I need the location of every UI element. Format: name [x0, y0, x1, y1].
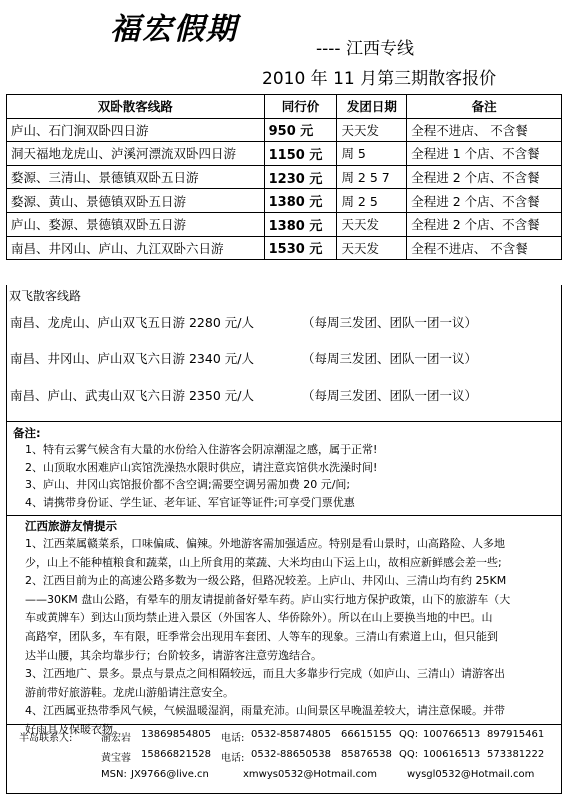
tip-line: 高路窄，团队多，车有限，旺季常会出现用车套团、人等车的现象。三清山有索道上山，但只能到 [25, 629, 498, 643]
col-header-price: 同行价 [264, 95, 337, 119]
flight-route-note: （每周三发团、团队一团一议） [302, 351, 478, 366]
price-cell: 1380 元 [264, 212, 337, 236]
route-cell: 南昌、井冈山、庐山、九江双卧六日游 [7, 236, 265, 260]
flight-route-note: （每周三发团、团队一团一议） [302, 315, 478, 330]
tip-line: 游前带好旅游鞋。龙虎山游船请注意安全。 [25, 685, 234, 699]
table-row [7, 165, 562, 189]
table-row [7, 118, 562, 142]
remark-line: 1、特有云雾气候含有大量的水份给入住游客会阴凉潮湿之感，属于正常! [25, 443, 378, 456]
contact-tel: 0532-88650538 [251, 749, 331, 760]
route-cell: 庐山、婺源、景德镇双卧五日游 [7, 212, 265, 236]
flight-section-title: 双飞散客线路 [9, 289, 82, 303]
tip-line: 少，山上不能种植粮食和蔬菜，山上所食用的菜蔬、大米均由山下运上山，故相应新鲜感会差一些; [25, 555, 502, 569]
table-row [7, 142, 562, 166]
issue-title: 2010 年 11 月第三期散客报价 [262, 69, 497, 89]
note-cell: 全程进 1 个店、不含餐 [407, 142, 562, 166]
table-header-row [7, 95, 562, 119]
table-row [7, 236, 562, 260]
flight-route-row [10, 313, 478, 331]
date-cell: 周 2 5 [337, 189, 407, 213]
contact-qq2: 897915461 [487, 729, 545, 740]
tip-line: 2、江西目前为止的高速公路多数为一级公路，但路况较差。上庐山、井冈山、三清山均有约 25KM [25, 574, 507, 588]
route-cell: 婺源、三清山、景德镇双卧五日游 [7, 165, 265, 189]
contact-tel2: 66615155 [341, 729, 392, 740]
note-cell: 全程不进店、 不含餐 [407, 236, 562, 260]
price-cell: 1380 元 [264, 189, 337, 213]
tip-line: 4、江西属亚热带季风气候，气候温暖湿润，雨量充沛。山间景区早晚温差较大，请注意保暖。并带 [25, 704, 505, 718]
contact-label: 半岛联系人: [19, 733, 73, 744]
page-header [0, 0, 567, 96]
price-cell: 1150 元 [264, 142, 337, 166]
msn-address-2: xmwys0532@Hotmail.com [243, 769, 377, 780]
line-subtitle: ---- 江西专线 [316, 39, 414, 59]
tip-line: ——30KM 盘山公路，有晕车的朋友请提前备好晕车药。庐山实行地方保护政策，山下的旅游车（大 [25, 592, 511, 606]
col-header-route: 双卧散客线路 [7, 95, 265, 119]
contact-qq: 100766513 [423, 729, 481, 740]
note-cell: 全程进 2 个店、不含餐 [407, 165, 562, 189]
note-cell: 全程进 2 个店、不含餐 [407, 212, 562, 236]
contact-section [6, 724, 562, 794]
flight-routes-section [6, 285, 562, 421]
msn-address-1: JX9766@live.cn [131, 769, 209, 780]
msn-label: MSN: [101, 769, 127, 780]
price-cell: 950 元 [264, 118, 337, 142]
flight-route-note: （每周三发团、团队一团一议） [302, 388, 478, 403]
contact-row [7, 749, 561, 765]
table-row [7, 212, 562, 236]
remark-line: 3、庐山、井冈山宾馆报价都不含空调;需要空调另需加费 20 元/间; [25, 478, 351, 491]
date-cell: 天天发 [337, 118, 407, 142]
tip-line: 3、江西地广、景多。景点与景点之间相隔较远，而且大多靠步行完成（如庐山、三清山）请游客出 [25, 667, 505, 681]
flight-route-text: 南昌、井冈山、庐山双飞六日游 2340 元/人 [10, 351, 254, 366]
tip-line: 好雨具及保暖衣物。 [25, 722, 124, 736]
remarks-title: 备注: [13, 426, 41, 440]
route-cell: 庐山、石门涧双卧四日游 [7, 118, 265, 142]
contact-mobile: 15866821528 [141, 749, 211, 760]
price-cell: 1530 元 [264, 236, 337, 260]
remark-line: 2、山顶取水困难庐山宾馆洗澡热水限时供应，请注意宾馆供水洗澡时间! [25, 460, 378, 474]
tips-title: 江西旅游友情提示 [25, 519, 117, 533]
contact-name: 黄宝蓉 [101, 753, 131, 764]
date-cell: 周 5 [337, 142, 407, 166]
contact-qq2: 573381222 [487, 749, 545, 760]
brand-title: 福宏假期 [110, 12, 238, 47]
flight-route-text: 南昌、龙虎山、庐山双飞五日游 2280 元/人 [10, 315, 254, 330]
remarks-section [6, 421, 562, 516]
flight-route-row [10, 386, 478, 404]
route-cell: 洞天福地龙虎山、泸溪河漂流双卧四日游 [7, 142, 265, 166]
flight-route-text: 南昌、庐山、武夷山双飞六日游 2350 元/人 [10, 388, 254, 403]
price-table [6, 94, 562, 260]
tip-line: 1、江西菜属赣菜系，口味偏咸、偏辣。外地游客需加强适应。特别是看山景时，山高路险、人多地 [25, 537, 505, 550]
table-row [7, 189, 562, 213]
contact-qq: 100616513 [423, 749, 481, 760]
contact-qq-label: QQ: [399, 749, 419, 760]
remark-line: 4、请携带身份证、学生证、老年证、军官证等证件;可享受门票优惠 [25, 495, 355, 509]
contact-name: 渝宏岩 [101, 733, 131, 744]
date-cell: 天天发 [337, 236, 407, 260]
contact-tel-label: 电话: [221, 753, 245, 764]
price-cell: 1230 元 [264, 165, 337, 189]
contact-tel-label: 电话: [221, 733, 245, 744]
date-cell: 周 2 5 7 [337, 165, 407, 189]
contact-qq-label: QQ: [399, 729, 419, 740]
date-cell: 天天发 [337, 212, 407, 236]
contact-tel: 0532-85874805 [251, 729, 331, 740]
tip-line: 车或黄牌车）到达山顶均禁止进入景区（外国客人、华侨除外）。所以在山上要换当地的中巴。山 [25, 611, 493, 625]
col-header-date: 发团日期 [337, 95, 407, 119]
note-cell: 全程不进店、 不含餐 [407, 118, 562, 142]
contact-msn-row [7, 769, 561, 785]
contact-tel2: 85876538 [341, 749, 392, 760]
contact-row [7, 729, 561, 745]
contact-mobile: 13869854805 [141, 729, 211, 740]
msn-address-3: wysgl0532@Hotmail.com [407, 769, 535, 780]
route-cell: 婺源、黄山、景德镇双卧五日游 [7, 189, 265, 213]
note-cell: 全程进 2 个店、不含餐 [407, 189, 562, 213]
col-header-note: 备注 [407, 95, 562, 119]
tip-line: 达半山腰，其余均靠步行；台阶较多，请游客注意劳逸结合。 [25, 648, 322, 662]
flight-route-row [10, 349, 478, 367]
